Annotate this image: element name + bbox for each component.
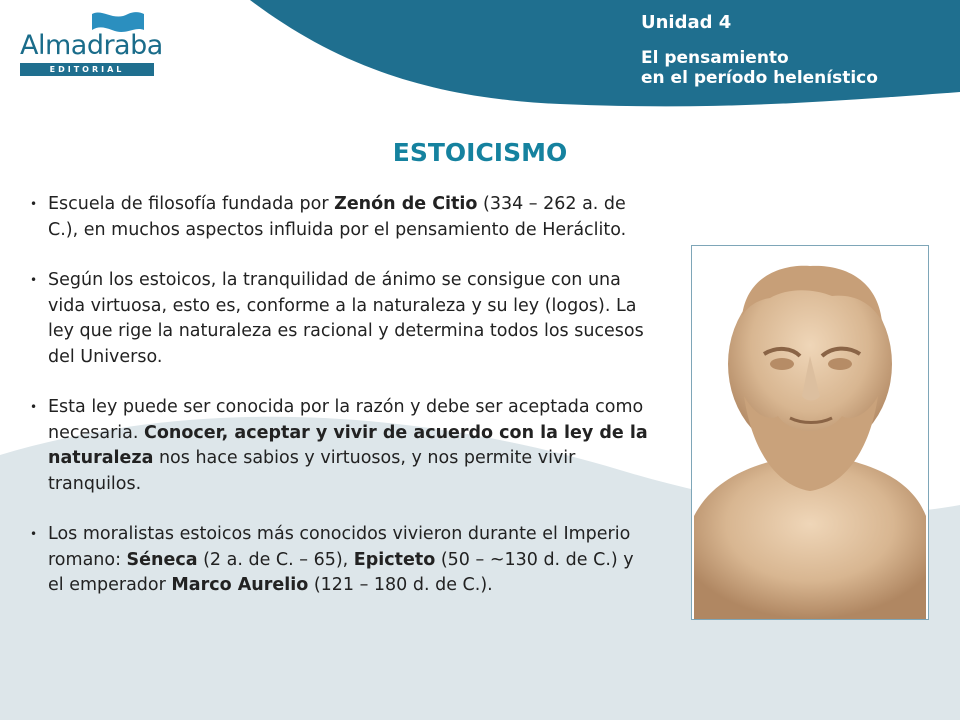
text-segment: (121 – 180 d. de C.). [308, 575, 493, 595]
text-segment: (2 a. de C. – 65), [197, 549, 354, 570]
text-segment: Esta ley puede ser conocida por la razón y debe ser aceptada como necesaria. [48, 397, 644, 443]
unit-label: Unidad 4 [641, 12, 732, 33]
bold-text: Conocer, aceptar y vivir de acuerdo con la ley de la naturaleza [48, 422, 648, 468]
text-segment: (50 – ~130 d. de C.) y el emperador [48, 549, 634, 595]
bold-text: Zenón de Citio [334, 194, 478, 214]
bullet-dot: • [30, 400, 38, 414]
bullet-dot: • [30, 197, 38, 211]
bold-text: Epicteto [353, 549, 436, 570]
bullet-dot: • [30, 273, 38, 287]
logo-bar [20, 63, 154, 76]
bullet-item [30, 268, 650, 370]
page-title: ESTOICISMO [392, 138, 568, 167]
publisher-logo [18, 8, 168, 76]
text-segment: (334 – 262 a. de C.), en muchos aspectos influida por el pensamiento de Heráclito. [48, 194, 627, 240]
bullet-dot: • [30, 527, 38, 541]
philosopher-bust-icon [692, 246, 928, 619]
bold-text: Marco Aurelio [171, 575, 309, 595]
unit-subtitle-line1: El pensamiento [641, 48, 789, 68]
text-segment: Los moralistas estoicos más conocidos vivieron durante el Imperio romano: [48, 524, 631, 570]
bullet-list [30, 192, 650, 624]
bullet-item [30, 395, 650, 497]
logo-wordmark: Almadraba [20, 30, 163, 61]
text-segment: Según los estoicos, la tranquilidad de ánimo se consigue con una vida virtuosa, esto es, conforme a la naturaleza y su ley (logos). La ley que rige la naturaleza es racional y determina todos los sucesos del Universo. [48, 270, 644, 367]
logo-subtitle: EDITORIAL [49, 65, 125, 74]
text-segment: nos hace sabios y virtuosos, y nos permite vivir tranquilos. [48, 448, 576, 494]
bold-text: Séneca [126, 549, 198, 570]
unit-subtitle [641, 48, 878, 88]
bullet-item [30, 522, 650, 599]
bullet-item [30, 192, 650, 243]
photo-frame [691, 245, 929, 620]
unit-subtitle-line2: en el período helenístico [641, 68, 878, 88]
text-segment: Escuela de filosofía fundada por [48, 194, 335, 214]
